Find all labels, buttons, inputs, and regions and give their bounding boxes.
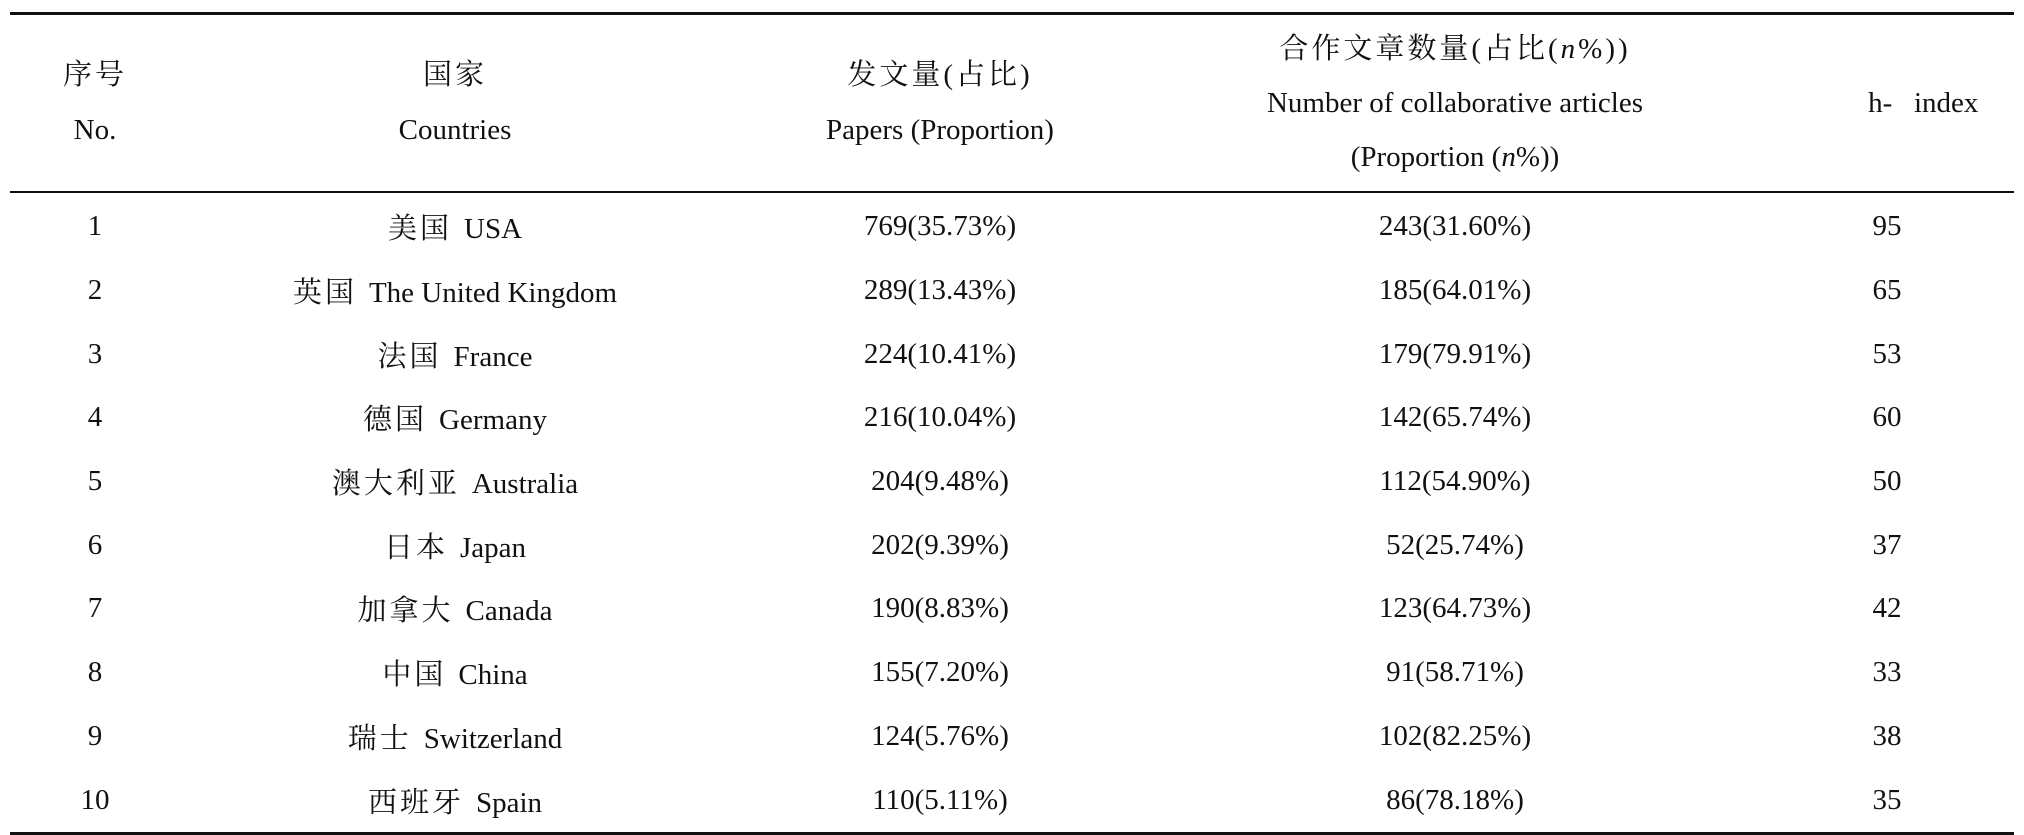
table-header: [10, 14, 2014, 193]
cell-collab: 123(64.73%): [1378, 592, 1532, 625]
header-collab-en-line1: Number of collaborative articles: [1266, 87, 1644, 119]
header-country: [180, 14, 730, 193]
cell-h-index: 95: [1872, 210, 1902, 243]
cell-collab: 52(25.74%): [1386, 528, 1524, 561]
header-papers-en: Papers (Proportion): [826, 114, 1054, 146]
cell-papers: 110(5.11%): [872, 783, 1008, 816]
table-row: [10, 386, 2014, 450]
header-no: [10, 14, 180, 193]
cell-collab: 142(65.74%): [1378, 401, 1532, 434]
cell-h-index: 53: [1872, 337, 1902, 370]
cell-country: [180, 192, 730, 259]
table-row: [10, 259, 2014, 323]
cell-country-cn: 日本: [383, 531, 448, 564]
cell-country-en: Canada: [465, 595, 553, 628]
cell-no: 7: [87, 592, 103, 625]
cell-country-cn: 德国: [363, 404, 428, 437]
header-collab-cn-italic: n: [1560, 33, 1579, 65]
header-collab-cn: [1150, 22, 1760, 76]
cell-no: 8: [87, 656, 103, 689]
cell-collab: 112(54.90%): [1379, 465, 1531, 498]
header-papers-cn: 发文量(占比): [847, 59, 1033, 91]
cell-country: [180, 259, 730, 323]
cell-papers: 216(10.04%): [863, 401, 1017, 434]
cell-country-cn: 中国: [382, 659, 447, 692]
cell-h-index: 60: [1872, 401, 1902, 434]
table-row: [10, 577, 2014, 641]
cell-country-cn: 澳大利亚: [331, 468, 460, 501]
cell-collab: 243(31.60%): [1378, 210, 1532, 243]
cell-country-cn: 英国: [292, 277, 357, 310]
header-h-index: [1760, 14, 2014, 193]
cell-no: 2: [87, 274, 103, 307]
cell-h-index: 35: [1872, 783, 1902, 816]
table-row: [10, 768, 2014, 833]
cell-papers: 155(7.20%): [871, 656, 1009, 689]
cell-country-en: France: [453, 340, 533, 373]
header-collab-en-line2-prefix: (Proportion (: [1350, 141, 1502, 173]
cell-country: [180, 322, 730, 386]
cell-papers: 202(9.39%): [871, 528, 1009, 561]
table-row: [10, 705, 2014, 769]
header-collab: [1150, 14, 1760, 193]
cell-country-cn: 美国: [387, 213, 452, 246]
cell-collab: 185(64.01%): [1378, 274, 1532, 307]
header-row: [10, 14, 2014, 193]
cell-collab: 179(79.91%): [1378, 337, 1532, 370]
header-collab-en-line2-suffix: %)): [1515, 141, 1560, 173]
cell-country-en: Japan: [459, 531, 527, 564]
cell-h-index: 37: [1872, 528, 1902, 561]
cell-country-cn: 瑞士: [347, 722, 412, 755]
cell-country-cn: 法国: [377, 340, 442, 373]
header-collab-en-line2: [1150, 130, 1760, 184]
cell-papers: 289(13.43%): [863, 274, 1017, 307]
table-row: [10, 192, 2014, 259]
cell-country: [180, 513, 730, 577]
cell-country-cn: 西班牙: [367, 786, 464, 819]
cell-papers: 769(35.73%): [863, 210, 1017, 243]
header-collab-cn-prefix: 合作文章数量(占比(: [1279, 33, 1561, 65]
header-papers: [730, 14, 1150, 193]
cell-no: 9: [87, 719, 103, 752]
header-collab-en-line2-italic: n: [1501, 141, 1516, 173]
cell-country-en: Switzerland: [423, 722, 563, 755]
table-body: [10, 192, 2014, 833]
cell-collab: 86(78.18%): [1386, 783, 1524, 816]
cell-country-en: Australia: [471, 468, 579, 501]
cell-papers: 124(5.76%): [871, 719, 1009, 752]
cell-country: [180, 641, 730, 705]
table-row: [10, 322, 2014, 386]
cell-papers: 204(9.48%): [871, 465, 1009, 498]
cell-h-index: 50: [1872, 465, 1902, 498]
header-h-index-label: h- index: [1868, 86, 1979, 119]
cell-country: [180, 450, 730, 514]
countries-table: [10, 12, 2014, 835]
cell-h-index: 33: [1872, 656, 1902, 689]
header-no-cn: 序号: [62, 59, 127, 91]
cell-no: 5: [87, 465, 103, 498]
table-row: [10, 641, 2014, 705]
cell-country: [180, 768, 730, 833]
cell-country: [180, 386, 730, 450]
header-no-en: No.: [73, 114, 117, 146]
cell-country-en: The United Kingdom: [368, 277, 618, 310]
cell-h-index: 65: [1872, 274, 1902, 307]
table-row: [10, 513, 2014, 577]
cell-h-index: 38: [1872, 719, 1902, 752]
cell-country-en: Spain: [475, 786, 543, 819]
cell-country-en: Germany: [439, 404, 547, 437]
cell-country-en: China: [458, 659, 528, 692]
cell-collab: 102(82.25%): [1378, 719, 1532, 752]
table-row: [10, 450, 2014, 514]
cell-no: 10: [80, 783, 110, 816]
header-collab-cn-suffix: %)): [1578, 33, 1631, 65]
header-country-cn: 国家: [422, 59, 487, 91]
cell-h-index: 42: [1872, 592, 1902, 625]
cell-no: 4: [87, 401, 103, 434]
cell-country: [180, 577, 730, 641]
header-country-en: Countries: [398, 114, 512, 146]
cell-collab: 91(58.71%): [1386, 656, 1524, 689]
cell-no: 1: [87, 210, 103, 243]
cell-papers: 190(8.83%): [871, 592, 1009, 625]
cell-country-en: USA: [464, 213, 523, 246]
cell-country: [180, 705, 730, 769]
cell-no: 6: [87, 528, 103, 561]
cell-papers: 224(10.41%): [863, 337, 1017, 370]
cell-country-cn: 加拿大: [357, 595, 454, 628]
cell-no: 3: [87, 337, 103, 370]
